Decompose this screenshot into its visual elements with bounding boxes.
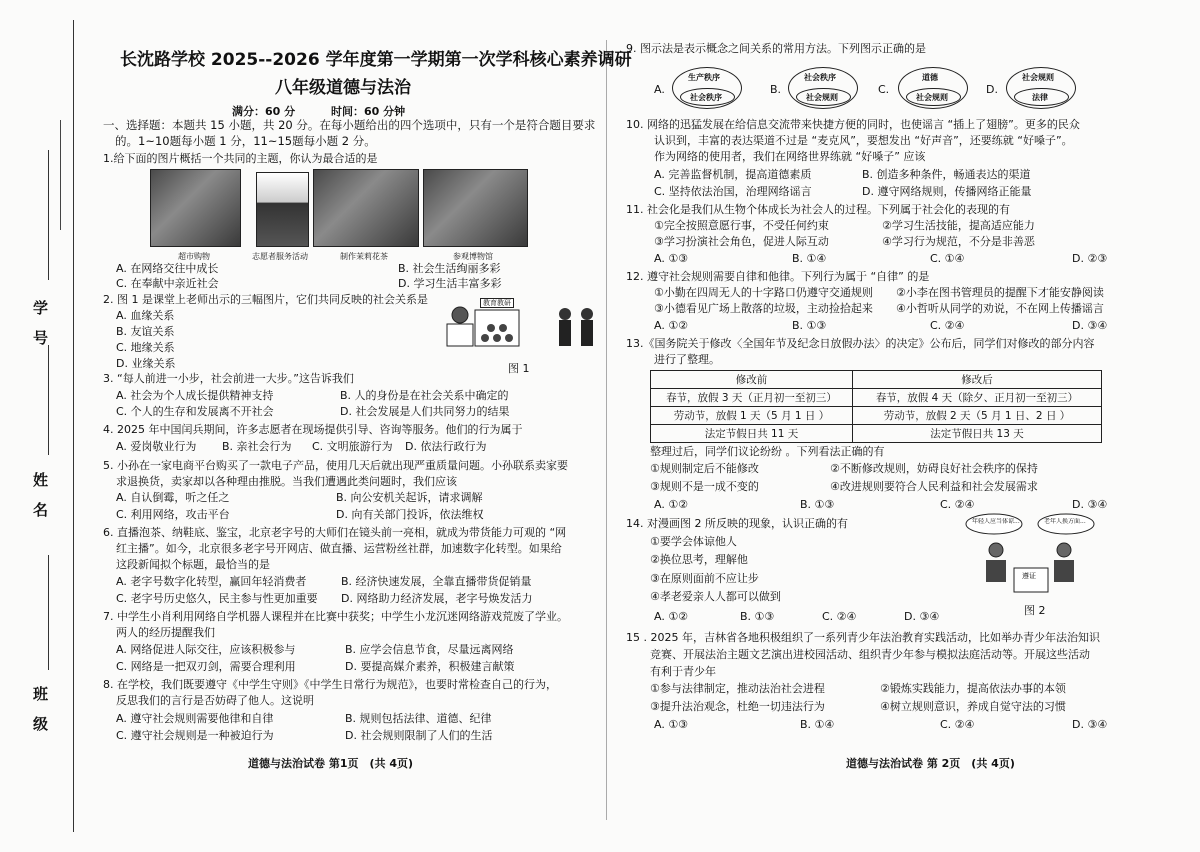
q6-option-b: B. 经济快速发展，全靠直播带货促销量 [341, 575, 532, 588]
q15-option-c: C. ②④ [940, 718, 975, 731]
q2-figure-illustration [445, 300, 605, 360]
q13-after-text: 整理过后，同学们议论纷纷 。下列看法正确的有 [650, 445, 885, 458]
q13-holiday-table [650, 370, 1102, 443]
q14-item-2: ②换位思考，理解他 [650, 553, 748, 566]
table-cell: 春节，放假 4 天（除夕、正月初一至初三） [853, 389, 1102, 407]
section-instructions-2: 的。1~10题每小题 1 分，11~15题每小题 2 分。 [115, 134, 376, 148]
q13-item-3: ③规则不是一成不变的 [650, 480, 759, 493]
q15-stem-3: 有利于青少年 [650, 665, 716, 678]
score-info: 满分：60 分 [232, 105, 296, 118]
q2-option-c: C. 地缘关系 [116, 341, 175, 354]
q12-option-d: D. ③④ [1072, 319, 1108, 332]
q4-option-a: A. 爱岗敬业行为 [116, 440, 197, 453]
q13-stem: 13.《国务院关于修改〈全国年节及纪念日放假办法〉的决定》公布后，同学们对修改的部分内容 [626, 337, 1095, 350]
q8-option-a: A. 遵守社会规则需要他律和自律 [116, 712, 274, 725]
q1-photo-supermarket [150, 169, 241, 247]
q9-stem: 9. 图示法是表示概念之间关系的常用方法。下列图示正确的是 [626, 42, 926, 55]
q7-option-b: B. 应学会信息节食，尽量远离网络 [345, 643, 514, 656]
q1-photo-volunteer [256, 172, 309, 247]
q9-d-inner-text: 法律 [1032, 93, 1048, 102]
q2-option-b: B. 友谊关系 [116, 325, 175, 338]
table-cell: 春节，放假 3 天（正月初一至初三） [651, 389, 853, 407]
q14-option-c: C. ②④ [822, 610, 857, 623]
q15-option-a: A. ①③ [654, 718, 689, 731]
q10-option-c: C. 坚持依法治国，治理网络谣言 [654, 185, 812, 198]
q13-item-2: ②不断修改规则，妨碍良好社会秩序的保持 [830, 462, 1038, 475]
q9-a-inner-text: 社会秩序 [690, 93, 722, 102]
q1-caption-3: 制作茉莉花茶 [340, 252, 388, 261]
q11-item-3: ③学习扮演社会角色，促进人际互动 [654, 235, 829, 248]
q14-option-b: B. ①③ [740, 610, 775, 623]
q8-stem: 8. 在学校，我们既要遵守《中学生守则》《中学生日常行为规范》，也要时常检查自己的行为， [103, 678, 557, 691]
grade-title: 八年级道德与法治 [275, 78, 411, 98]
class-fill-line [48, 555, 49, 670]
section-instructions: 一、选择题：本题共 15 小题，共 20 分。在每小题给出的四个选项中，只有一个是符合题目要求 [103, 118, 596, 132]
q2-option-a: A. 血缘关系 [116, 309, 175, 322]
q2-figure-caption: 图 1 [508, 362, 530, 375]
q6-stem-3: 这段新闻拟个标题，最恰当的是 [116, 558, 270, 571]
q13-option-b: B. ①③ [800, 498, 835, 511]
q15-stem-2: 竞赛、开展法治主题文艺演出进校园活动、组织青少年参与模拟法庭活动等。开展这些活动 [650, 648, 1090, 661]
q14-figure-caption: 图 2 [1024, 604, 1046, 617]
q14-desk-label: 遵证 [1022, 572, 1036, 580]
q3-option-c: C. 个人的生存和发展离不开社会 [116, 405, 274, 418]
page-footer-1: 道德与法治试卷 第1页 (共 4页) [248, 757, 414, 770]
table-row [651, 407, 1102, 425]
q13-option-a: A. ①② [654, 498, 689, 511]
q13-option-c: C. ②④ [940, 498, 975, 511]
school-title: 长沈路学校 2025--2026 学年度第一学期第一次学科核心素养调研 [120, 50, 632, 70]
binding-line [73, 20, 74, 832]
q14-item-3: ③在原则面前不应让步 [650, 572, 759, 585]
q11-item-1: ①完全按照意愿行事，不受任何约束 [654, 219, 829, 232]
q8-option-c: C. 遵守社会规则是一种被迫行为 [116, 729, 274, 742]
q2-stem: 2. 图 1 是课堂上老师出示的三幅图片，它们共同反映的社会关系是 [103, 293, 428, 306]
q6-stem: 6. 直播泡茶、纳鞋底、鉴宝，北京老字号的大师们在镜头前一亮相，就成为带货能力可观的 “网 [103, 526, 567, 539]
q7-option-c: C. 网络是一把双刃剑，需要合理利用 [116, 660, 296, 673]
name-fill-line [48, 345, 49, 455]
q12-option-b: B. ①③ [792, 319, 827, 332]
q13-item-1: ①规则制定后不能修改 [650, 462, 759, 475]
q5-stem-2: 求退换货，卖家却以各种理由推脱。当我们遭遇此类问题时，我们应该 [116, 475, 457, 488]
q7-stem: 7. 中学生小肖利用网络自学机器人课程并在比赛中获奖；中学生小龙沉迷网络游戏荒废了学业。 [103, 610, 568, 623]
student-id-label: 学 号 [31, 300, 49, 345]
q14-item-4: ④孝老爱亲人人都可以做到 [650, 590, 781, 603]
q7-option-a: A. 网络促进人际交往，应该积极参与 [116, 643, 296, 656]
q12-item-1: ①小勤在四周无人的十字路口仍遵守交通规则 [654, 286, 873, 299]
q15-stem: 15 . 2025 年，吉林省各地积极组织了一系列青少年法治教育实践活动，比如举办青少年法治知识 [626, 631, 1100, 644]
q4-option-d: D. 依法行政行为 [405, 440, 487, 453]
column-divider [606, 40, 607, 820]
q14-option-d: D. ③④ [904, 610, 940, 623]
table-header-row [651, 371, 1102, 389]
q9-option-a-label: A. [654, 83, 665, 96]
q13-stem-2: 进行了整理。 [654, 353, 720, 366]
q10-stem: 10. 网络的迅猛发展在给信息交流带来快捷方便的同时，也使谣言 “插上了翅膀”。更多的民众 [626, 118, 1080, 131]
table-row [651, 425, 1102, 443]
page-footer-2: 道德与法治试卷 第 2页 (共 4页) [846, 757, 1015, 770]
q9-a-outer-text: 生产秩序 [688, 73, 720, 82]
q14-stem: 14. 对漫画图 2 所反映的现象，认识正确的有 [626, 517, 848, 530]
q5-option-b: B. 向公安机关起诉，请求调解 [336, 491, 483, 504]
table-header-after: 修改后 [853, 371, 1102, 389]
q10-option-d: D. 遵守网络规则，传播网络正能量 [862, 185, 1032, 198]
q8-stem-2: 反思我们的言行是否妨碍了他人。这说明 [116, 694, 314, 707]
q15-item-3: ③提升法治观念，杜绝一切违法行为 [650, 700, 825, 713]
q14-item-1: ①要学会体谅他人 [650, 535, 737, 548]
q9-option-d-label: D. [986, 83, 998, 96]
q10-stem-2: 认识到，丰富的表达渠道不过是 “麦克风”，要想发出 “好声音”，还要练就 “好嗓子”。 [654, 134, 1073, 147]
q1-stem: 1.给下面的图片概括一个共同的主题，你认为最合适的是 [103, 152, 378, 165]
q3-option-d: D. 社会发展是人们共同努力的结果 [340, 405, 510, 418]
q9-option-b-label: B. [770, 83, 782, 96]
q14-bubble-1: 年轻人应当体谅... [972, 518, 1020, 525]
q1-option-d: D. 学习生活丰富多彩 [398, 277, 502, 290]
q7-stem-2: 两人的经历提醒我们 [116, 626, 215, 639]
q10-option-a: A. 完善监督机制，提高道德素质 [654, 168, 812, 181]
id-underline [60, 120, 61, 230]
q1-caption-2: 志愿者服务活动 [252, 252, 308, 261]
q5-option-a: A. 自认倒霉，听之任之 [116, 491, 230, 504]
table-cell: 法定节假日共 13 天 [853, 425, 1102, 443]
q12-item-4: ④小哲听从同学的劝说，不在网上传播谣言 [896, 302, 1104, 315]
q1-option-c: C. 在奉献中亲近社会 [116, 277, 219, 290]
q11-option-a: A. ①③ [654, 252, 689, 265]
q11-option-c: C. ①④ [930, 252, 965, 265]
q1-option-a: A. 在网络交往中成长 [116, 262, 219, 275]
q4-option-c: C. 文明旅游行为 [312, 440, 393, 453]
q2-option-d: D. 业缘关系 [116, 357, 176, 370]
table-row [651, 389, 1102, 407]
q1-photo-museum [423, 169, 528, 247]
q9-option-c-label: C. [878, 83, 890, 96]
name-label: 姓 名 [31, 472, 49, 517]
q6-option-d: D. 网络助力经济发展，老字号焕发活力 [341, 592, 533, 605]
q5-option-d: D. 向有关部门投诉，依法维权 [336, 508, 484, 521]
q9-b-inner-text: 社会规则 [806, 93, 838, 102]
q11-option-b: B. ①④ [792, 252, 827, 265]
q5-stem: 5. 小孙在一家电商平台购买了一款电子产品，使用几天后就出现严重质量问题。小孙联系卖家要 [103, 459, 568, 472]
q8-option-b: B. 规则包括法律、道德、纪律 [345, 712, 492, 725]
q8-option-d: D. 社会规则限制了人们的生活 [345, 729, 493, 742]
q11-item-4: ④学习行为规范，不分是非善恶 [882, 235, 1035, 248]
table-cell: 法定节假日共 11 天 [651, 425, 853, 443]
table-cell: 劳动节，放假 2 天（5 月 1 日、2 日 ） [853, 407, 1102, 425]
q3-option-a: A. 社会为个人成长提供精神支持 [116, 389, 274, 402]
q13-option-d: D. ③④ [1072, 498, 1108, 511]
q12-item-3: ③小德看见广场上散落的垃圾，主动捡拾起来 [654, 302, 873, 315]
q4-option-b: B. 亲社会行为 [222, 440, 292, 453]
q1-option-b: B. 社会生活绚丽多彩 [398, 262, 501, 275]
q12-stem: 12. 遵守社会规则需要自律和他律。下列行为属于 “自律” 的是 [626, 270, 930, 283]
q6-option-a: A. 老字号数字化转型，赢回年轻消费者 [116, 575, 307, 588]
q12-item-2: ②小李在图书管理员的提醒下才能安静阅读 [896, 286, 1104, 299]
q12-option-c: C. ②④ [930, 319, 965, 332]
q13-item-4: ④改进规则要符合人民利益和社会发展需求 [830, 480, 1038, 493]
q11-option-d: D. ②③ [1072, 252, 1108, 265]
q15-option-b: B. ①④ [800, 718, 835, 731]
q15-item-2: ②锻炼实践能力，提高依法办事的本领 [880, 682, 1066, 695]
q9-b-outer-text: 社会秩序 [804, 73, 836, 82]
q14-cartoon [962, 512, 1098, 600]
q9-c-outer-text: 道德 [922, 73, 938, 82]
q9-c-inner-text: 社会规则 [916, 93, 948, 102]
q11-item-2: ②学习生活技能，提高适应能力 [882, 219, 1035, 232]
q4-stem: 4. 2025 年中国闰兵期间，许多志愿者在现场提供引导、咨询等服务。他们的行为属于 [103, 423, 523, 436]
q6-stem-2: 红主播”。如今，北京很多老字号开网店、做直播、运营粉丝社群，加速数字化转型。如果给 [116, 542, 562, 555]
q9-d-outer-text: 社会规则 [1022, 73, 1054, 82]
q15-item-1: ①参与法律制定，推动法治社会进程 [650, 682, 825, 695]
q15-option-d: D. ③④ [1072, 718, 1108, 731]
table-cell: 劳动节，放假 1 天（5 月 1 日 ） [651, 407, 853, 425]
q10-stem-3: 作为网络的使用者，我们在网络世界练就 “好嗓子” 应该 [654, 150, 926, 163]
q11-stem: 11. 社会化是我们从生物个体成长为社会人的过程。下列属于社会化的表现的有 [626, 203, 1010, 216]
q6-option-c: C. 老字号历史悠久，民主参与性更加重要 [116, 592, 318, 605]
time-info: 时间：60 分钟 [331, 105, 406, 118]
q1-caption-1: 超市购物 [178, 252, 210, 261]
q10-option-b: B. 创造多种条件，畅通表达的渠道 [862, 168, 1031, 181]
q2-figure-sign: 教育教研 [480, 298, 514, 308]
q12-option-a: A. ①② [654, 319, 689, 332]
q1-photo-tea [313, 169, 419, 247]
q3-stem: 3. “每人前进一小步，社会前进一大步。”这告诉我们 [103, 372, 354, 385]
q3-option-b: B. 人的身份是在社会关系中确定的 [340, 389, 509, 402]
table-header-before: 修改前 [651, 371, 853, 389]
class-label: 班 级 [31, 686, 49, 731]
q5-option-c: C. 利用网络，攻击平台 [116, 508, 230, 521]
q14-option-a: A. ①② [654, 610, 689, 623]
q14-bubble-2: 老年人换方面... [1044, 518, 1086, 525]
id-fill-line [48, 150, 49, 280]
q7-option-d: D. 要提高媒介素养，积极建言献策 [345, 660, 515, 673]
q1-caption-4: 参观博物馆 [453, 252, 493, 261]
q15-item-4: ④树立规则意识，养成自觉守法的习惯 [880, 700, 1066, 713]
